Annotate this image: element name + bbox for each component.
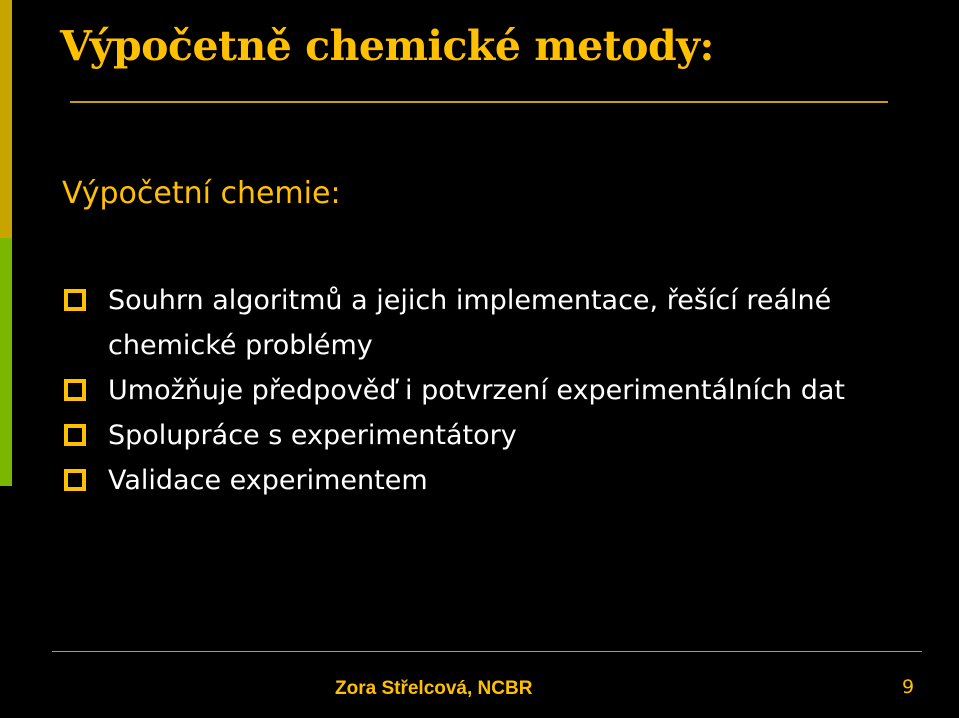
page-number: 9	[902, 676, 915, 698]
bullet-item	[64, 458, 944, 503]
bullet-text: Validace experimentem	[108, 465, 428, 496]
hollow-square-bullet-icon	[64, 289, 86, 311]
footer-author: Zora Střelcová, NCBR	[335, 678, 533, 699]
bullet-text: Souhrn algoritmů a jejich implementace, řešící reálné chemické problémy	[108, 285, 832, 361]
bullet-text: Umožňuje předpověď i potvrzení experimentálních dat	[108, 375, 845, 406]
slide-subtitle: Výpočetní chemie:	[62, 176, 341, 211]
hollow-square-bullet-icon	[64, 379, 86, 401]
bullet-list	[64, 278, 944, 503]
hollow-square-bullet-icon	[64, 424, 86, 446]
hollow-square-bullet-icon	[64, 469, 86, 491]
bullet-text: Spolupráce s experimentátory	[108, 420, 517, 451]
accent-bar-lower	[0, 238, 12, 486]
title-underline	[70, 101, 888, 103]
bullet-item	[64, 413, 944, 458]
bullet-item	[64, 368, 944, 413]
accent-bar-upper	[0, 0, 12, 238]
bullet-item	[64, 278, 944, 368]
footer-divider	[52, 651, 922, 652]
slide-title: Výpočetně chemické metody:	[60, 22, 715, 70]
